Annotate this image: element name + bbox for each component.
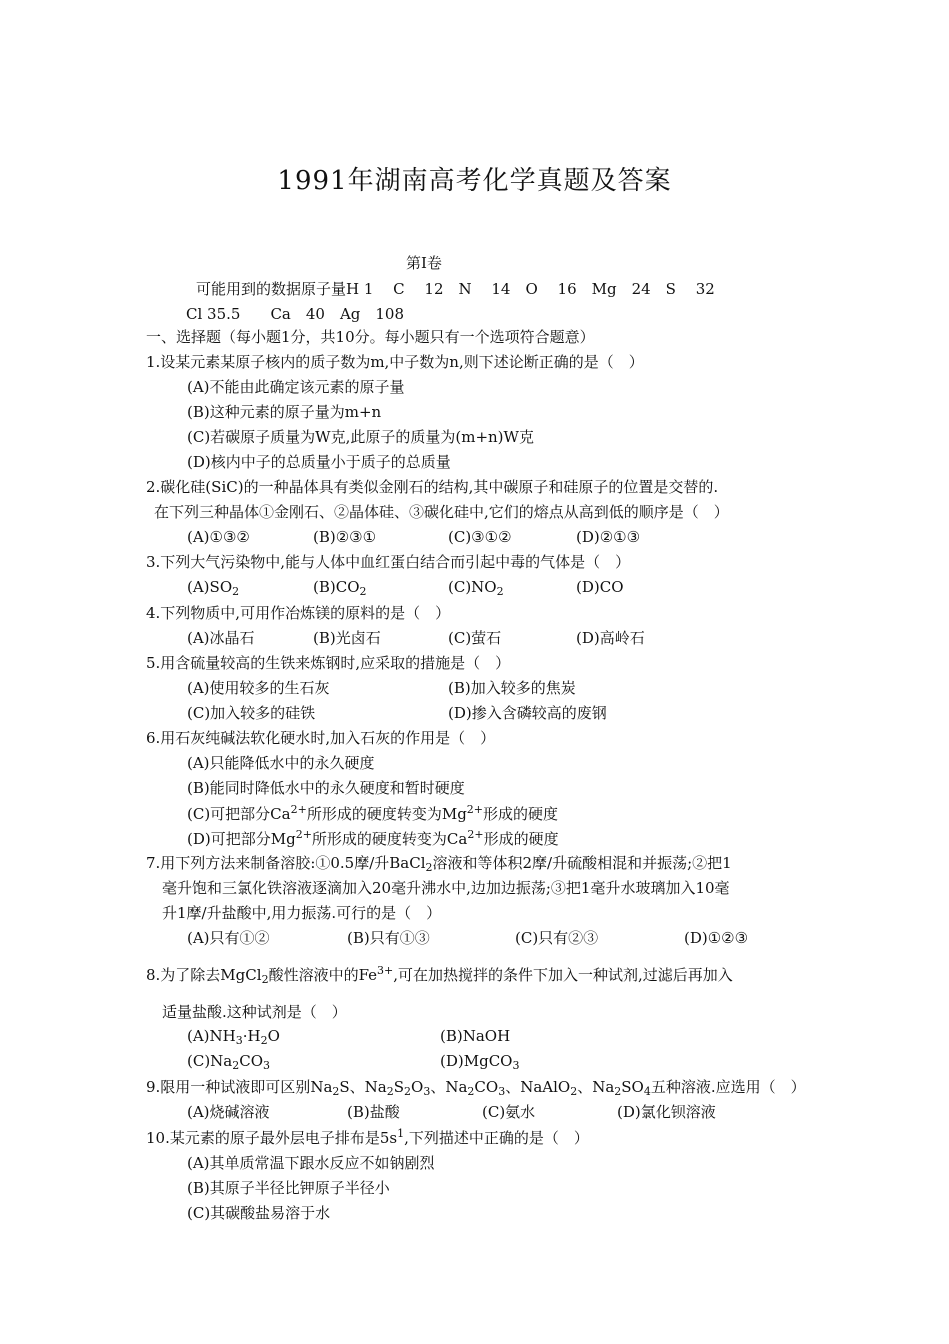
- question-8-stem-line-2: 适量盐酸.这种试剂是（ ）: [162, 1003, 347, 1021]
- question-10-option-b: (B)其原子半径比钾原子半径小: [187, 1179, 390, 1197]
- page-title: 1991年湖南高考化学真题及答案: [277, 166, 672, 196]
- question-1-option-b: (B)这种元素的原子量为m+n: [187, 403, 382, 421]
- question-5-option-c: (C)加入较多的硅铁: [187, 704, 316, 722]
- question-5-stem: 5.用含硫量较高的生铁来炼钢时,应采取的措施是（ ）: [146, 654, 511, 672]
- question-4-option-a: (A)冰晶石: [187, 629, 255, 647]
- question-10-stem: 10.某元素的原子最外层电子排布是$5s^1$,下列描述中正确的是（ ）: [146, 1127, 589, 1147]
- question-3-stem: 3.下列大气污染物中,能与人体中血红蛋白结合而引起中毒的气体是（ ）: [146, 553, 631, 571]
- question-9-option-a: (A)烧碱溶液: [187, 1103, 270, 1121]
- question-2-option-d: (D)②①③: [576, 528, 641, 546]
- question-1-option-c: (C)若碳原子质量为W克,此原子的质量为(m+n)W克: [187, 428, 534, 446]
- question-6-option-a: (A)只能降低水中的永久硬度: [187, 754, 375, 772]
- question-2-option-a: (A)①③②: [187, 528, 250, 546]
- question-3-option-b: $(B)CO_2$: [313, 578, 367, 598]
- question-7-option-b: (B)只有①③: [347, 929, 430, 947]
- question-4-option-c: (C)萤石: [448, 629, 502, 647]
- question-5-option-b: (B)加入较多的焦炭: [448, 679, 576, 697]
- question-4-stem: 4.下列物质中,可用作冶炼镁的原料的是（ ）: [146, 604, 451, 622]
- question-2-stem-line-1: 2.碳化硅(SiC)的一种晶体具有类似金刚石的结构,其中碳原子和硅原子的位置是交替的.: [146, 478, 719, 496]
- atomic-mass-line-1: 可能用到的数据原子量H 1 C 12 N 14 O 16 Mg 24 S 32: [196, 280, 715, 298]
- question-2-option-b: (B)②③①: [313, 528, 377, 546]
- question-6-option-c: (C)可把部分$Ca^{2+}$所形成的硬度转变为$Mg^{2+}$形成的硬度: [187, 803, 559, 823]
- question-8-option-a: $(A)NH_3\cdot H_2O$: [187, 1027, 280, 1047]
- question-4-option-d: (D)高岭石: [576, 629, 645, 647]
- question-10-option-c: (C)其碳酸盐易溶于水: [187, 1204, 331, 1222]
- question-7-option-d: (D)①②③: [684, 929, 749, 947]
- question-9-option-c: (C)氨水: [482, 1103, 536, 1121]
- question-7-option-c: (C)只有②③: [515, 929, 599, 947]
- question-8-option-b: (B)NaOH: [440, 1027, 511, 1045]
- question-6-option-b: (B)能同时降低水中的永久硬度和暂时硬度: [187, 779, 465, 797]
- question-2-option-c: (C)③①②: [448, 528, 512, 546]
- question-1-option-a: (A)不能由此确定该元素的原子量: [187, 378, 405, 396]
- section-heading: 一、选择题（每小题1分，共10分。每小题只有一个选项符合题意）: [146, 328, 595, 346]
- question-8-option-d: (D)MgCO$_3$: [440, 1052, 520, 1072]
- question-7-option-a: (A)只有①②: [187, 929, 270, 947]
- question-9-option-d: (D)氯化钡溶液: [617, 1103, 716, 1121]
- question-3-option-c: $(C)NO_2$: [448, 578, 504, 598]
- question-2-stem-line-2: 在下列三种晶体①金刚石、②晶体硅、③碳化硅中,它们的熔点从高到低的顺序是（ ）: [154, 503, 729, 521]
- atomic-mass-line-2: Cl 35.5 Ca 40 Ag 108: [186, 305, 405, 323]
- question-7-stem-line-2: 毫升饱和三氯化铁溶液逐滴加入20毫升沸水中,边加边振荡;③把1毫升水玻璃加入10毫: [162, 879, 730, 897]
- question-3-option-d: (D)CO: [576, 578, 624, 596]
- question-4-option-b: (B)光卤石: [313, 629, 381, 647]
- question-10-option-a: (A)其单质常温下跟水反应不如钠剧烈: [187, 1154, 435, 1172]
- question-7-stem-line-3: 升1摩/升盐酸中,用力振荡.可行的是（ ）: [162, 904, 442, 922]
- question-3-option-a: $(A)SO_2$: [187, 578, 240, 598]
- question-7-stem-line-1: 7.用下列方法来制备溶胶:①0.5摩/升BaCl$_2$溶液和等体积2摩/升硫酸相混和并振荡;②把1: [146, 854, 732, 874]
- question-5-option-d: (D)掺入含磷较高的废钢: [448, 704, 607, 722]
- volume-heading: 第Ⅰ卷: [406, 254, 442, 272]
- question-1-stem: 1.设某元素某原子核内的质子数为m,中子数为n,则下述论断正确的是（ ）: [146, 353, 644, 371]
- question-9-stem: 9.限用一种试液即可区别$Na_2S$、$Na_2S_2O_3$、$Na_2CO_3$、NaAlO$_2$、$Na_2SO_4$五种溶液.应选用（ ）: [146, 1078, 806, 1098]
- question-6-option-d: (D)可把部分$Mg^{2+}$所形成的硬度转变为$Ca^{2+}$形成的硬度: [187, 828, 559, 848]
- question-5-option-a: (A)使用较多的生石灰: [187, 679, 330, 697]
- question-8-stem-line-1: 8.为了除去MgCl$_2$酸性溶液中的$Fe^{3+}$,可在加热搅拌的条件下加入一种试剂,过滤后再加入: [146, 964, 733, 986]
- question-6-stem: 6.用石灰纯碱法软化硬水时,加入石灰的作用是（ ）: [146, 729, 496, 747]
- question-1-option-d: (D)核内中子的总质量小于质子的总质量: [187, 453, 451, 471]
- question-8-option-c: $(C)Na_2CO_3$: [187, 1052, 271, 1072]
- question-9-option-b: (B)盐酸: [347, 1103, 400, 1121]
